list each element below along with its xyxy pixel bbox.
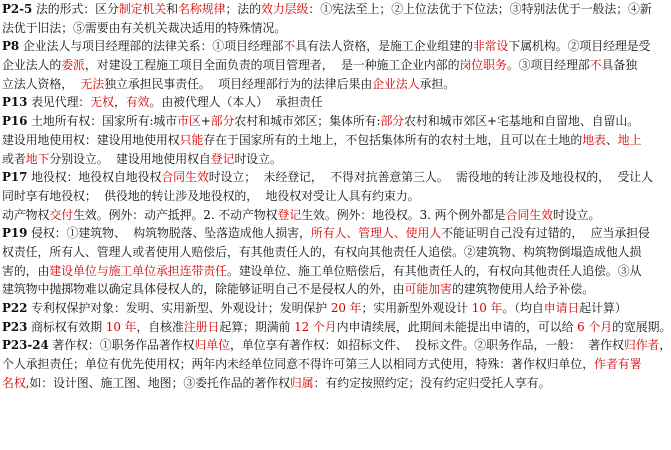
text-segment: 的宽展期。 <box>612 319 671 334</box>
highlighted-text: 部分 <box>380 114 405 129</box>
text-segment: ， <box>113 95 126 110</box>
highlighted-text: 可能加害 <box>404 282 452 297</box>
text-line <box>2 37 651 56</box>
highlighted-text: 只能 <box>179 132 204 147</box>
text-segment: 法优于旧法；⑤需要由有关机关裁决适用的特殊情况。 <box>2 20 287 35</box>
text-segment: 农村和城市郊区；集体所有: <box>234 114 381 129</box>
text-line <box>2 112 640 131</box>
text-line <box>2 168 653 187</box>
text-segment: ， <box>659 338 671 353</box>
highlighted-text: 10 年 <box>471 301 503 315</box>
text-line <box>2 224 650 243</box>
text-segment: 存在于国家所有的土地上，不包括集体所有的农村土地，且可以在土地的 <box>203 132 583 147</box>
page-ref-label: P8 <box>2 39 20 54</box>
highlighted-text: 有效 <box>125 95 150 110</box>
highlighted-text: 市区 <box>177 114 201 129</box>
text-segment: 内申请续展，此期间未能提出申请的，可以给 <box>336 319 578 334</box>
text-segment: 具备独 <box>601 58 638 73</box>
highlighted-text: 交付 <box>49 207 74 222</box>
text-segment: 表见代理： <box>27 95 91 110</box>
text-segment: 个人承担责任；单位有优先使用权；两年内未经单位同意不得许可第三人以相同方式使用，特殊：著作权归单位， <box>2 357 595 372</box>
text-line <box>2 299 627 318</box>
text-segment: 起计算） <box>579 301 627 315</box>
highlighted-text: 登记 <box>210 151 235 166</box>
text-segment: 、 <box>605 132 618 147</box>
highlighted-text: 合同生效 <box>161 170 209 185</box>
page-ref-label: P22 <box>2 301 28 315</box>
highlighted-text: 无法 <box>80 76 105 91</box>
text-segment: ：有约定按照约定；没有约定归受托人享有。 <box>313 375 551 390</box>
page-ref-label: P17 <box>2 170 28 185</box>
text-segment: 。由被代理人（本人） 承担责任 <box>149 95 323 110</box>
page-ref-label: P19 <box>2 226 28 241</box>
text-segment: 独立承担民事责任。 项目经理部行为的法律后果由 <box>104 76 373 91</box>
page-ref-label: P23-24 <box>2 338 49 353</box>
highlighted-text: 20 年 <box>330 301 362 315</box>
text-segment: ：①宪法至上；②上位法优于下位法；③特别法优于一般法；④新 <box>308 2 652 16</box>
highlighted-text: 6 个月 <box>577 319 613 334</box>
highlighted-text: 无权 <box>90 95 114 110</box>
text-segment: 建筑物中抛掷物难以确定具体侵权人的，除能够证明自己不是侵权人的外，由 <box>2 282 405 297</box>
text-segment: ，单位享有著作权：如招标文件、 投标文件。②职务作品，一般： 著作权 <box>230 338 624 353</box>
text-line <box>2 336 671 355</box>
highlighted-text: 地下 <box>25 151 50 166</box>
text-segment: 时设立。 <box>234 151 282 166</box>
text-line <box>2 280 598 299</box>
highlighted-text: 申请日 <box>543 301 580 315</box>
text-segment: 生效。例外：地役权。3. 两个例外都是 <box>301 207 506 222</box>
highlighted-text: 12 个月 <box>294 319 337 334</box>
text-segment: 土地所有权：国家所有:城市 <box>27 114 178 129</box>
text-segment: 权责任，所有人、管理人或者使用人赔偿后，有其他责任人的，有权向其他责任人追偿。②建筑物、构筑物倒塌造成他人损 <box>2 244 642 259</box>
text-line <box>2 243 642 262</box>
highlighted-text: 合同生效 <box>505 207 553 222</box>
text-segment: ，对建设工程施工项目全面负责的项目管理者， 是一种施工企业内部的 <box>84 58 460 73</box>
text-segment: 生效。例外：动产抵押。2. 不动产物权 <box>73 207 278 222</box>
text-segment: + <box>200 114 211 129</box>
highlighted-text: 岗位职务 <box>459 58 507 73</box>
text-segment: 。建设单位、施工单位赔偿后，有其他责任人的，有权向其他责任人追偿。③从 <box>227 263 642 278</box>
highlighted-text: 注册日 <box>183 319 220 334</box>
text-segment: 害的，由 <box>2 263 50 278</box>
text-segment: 专利权保护对象：发明、实用新型、外观设计；发明保护 <box>27 301 331 315</box>
highlighted-text: 名称规律 <box>178 2 226 16</box>
text-segment: 商标权有效期 <box>27 319 106 334</box>
highlighted-text: 企业法人 <box>372 76 420 91</box>
text-segment: 动产物权 <box>2 207 50 222</box>
text-segment: ,如：设计图、施工图、地图；③委托作品的著作权 <box>25 375 290 390</box>
text-segment: 或者 <box>2 151 26 166</box>
highlighted-text: 不 <box>283 39 296 54</box>
highlighted-text: 归作者 <box>623 338 660 353</box>
text-segment: 立法人资格， <box>2 76 81 91</box>
text-line <box>2 0 652 19</box>
page-ref-label: P16 <box>2 114 28 129</box>
text-segment: 具有法人资格，是施工企业组建的 <box>295 39 473 54</box>
highlighted-text: 登记 <box>277 207 302 222</box>
highlighted-text: 归单位 <box>194 338 231 353</box>
text-segment: 同时享有地役权； 供役地的转让涉及地役权的， 地役权对受让人具有约束力。 <box>2 188 420 203</box>
text-line <box>2 93 598 112</box>
highlighted-text: 不 <box>589 58 602 73</box>
text-line <box>2 19 598 38</box>
text-segment: 著作权：①职务作品著作权 <box>48 338 195 353</box>
text-segment: 下属机构。②项目经理是受 <box>508 39 651 54</box>
text-segment: ，自核准 <box>136 319 184 334</box>
text-segment: ；实用新型外观设计 <box>361 301 472 315</box>
highlighted-text: 10 年 <box>105 319 137 334</box>
highlighted-text: 制定机关 <box>118 2 167 16</box>
text-segment: 不能证明自己没有过错的， 应当承担侵 <box>441 226 650 241</box>
text-segment: ；法的 <box>225 2 261 16</box>
page-ref-label: P2-5 <box>2 2 33 16</box>
highlighted-text: 部分 <box>210 114 235 129</box>
text-segment: 侵权：①建筑物、 构筑物脱落、坠落造成他人损害， <box>27 226 311 241</box>
highlighted-text: 地表 <box>582 132 606 147</box>
highlighted-text: 作者有署 <box>594 357 642 372</box>
highlighted-text: 地上 <box>617 132 642 147</box>
highlighted-text: 归属 <box>289 375 314 390</box>
text-segment: 分别设立。 建设用地使用权自 <box>49 151 211 166</box>
text-segment: 。③项目经理部 <box>506 58 590 73</box>
text-segment: 时设立； 未经登记， 不得对抗善意第三人。 需役地的转让涉及地役权的， 受让人 <box>208 170 653 185</box>
text-segment: 农村和城市郊区+宅基地和自留地、自留山。 <box>404 114 640 129</box>
highlighted-text: 效力层级 <box>260 2 309 16</box>
page-ref-label: P23 <box>2 319 28 334</box>
text-line <box>2 187 598 206</box>
highlighted-text: 非常设 <box>472 39 509 54</box>
text-line <box>2 131 642 150</box>
text-segment: 。（均自 <box>502 301 544 315</box>
text-segment: 建设用地使用权：建设用地使用权 <box>2 132 180 147</box>
text-segment: 的建筑物使用人给予补偿。 <box>451 282 595 297</box>
text-line <box>2 206 601 225</box>
text-line <box>2 262 642 281</box>
text-line <box>2 75 598 94</box>
highlighted-text: 所有人、管理人、使用人 <box>310 226 442 241</box>
text-segment: 起算；期满前 <box>219 319 295 334</box>
text-segment: 承担。 <box>419 76 456 91</box>
text-segment: 企业法人与项目经理部的法律关系：①项目经理部 <box>19 39 284 54</box>
text-segment: 地役权：地役权自地役权 <box>27 170 162 185</box>
text-line <box>2 150 598 169</box>
highlighted-text: 建设单位与施工单位承担连带责任 <box>49 263 227 278</box>
text-segment: 时设立。 <box>553 207 601 222</box>
text-line <box>2 318 671 337</box>
text-segment: 企业法人的 <box>2 58 62 73</box>
text-segment: 和 <box>166 2 179 16</box>
page-ref-label: P13 <box>2 95 28 110</box>
text-line <box>2 56 638 75</box>
text-line <box>2 374 598 393</box>
text-line <box>2 355 642 374</box>
highlighted-text: 委派 <box>61 58 85 73</box>
text-segment: 法的形式：区分 <box>32 2 119 16</box>
highlighted-text: 名权 <box>2 375 26 390</box>
